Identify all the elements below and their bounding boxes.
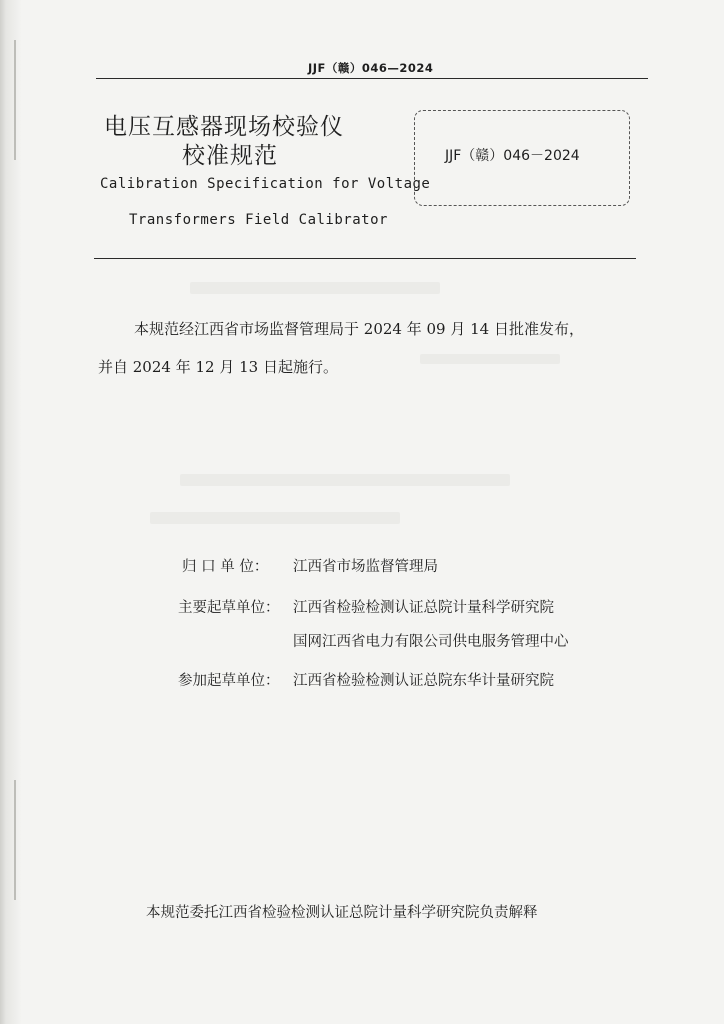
main-drafting-unit-value-1: 江西省检验检测认证总院计量科学研究院 bbox=[293, 600, 554, 616]
title-en-line1: Calibration Specification for Voltage bbox=[100, 176, 431, 192]
running-header-code: JJF（赣）046—2024 bbox=[308, 61, 434, 75]
scan-left-edge bbox=[0, 0, 22, 1024]
responsible-unit-value: 江西省市场监督管理局 bbox=[293, 559, 438, 575]
main-drafting-unit-value-2: 国网江西省电力有限公司供电服务管理中心 bbox=[293, 634, 569, 650]
title-cn-line2: 校准规范 bbox=[182, 143, 278, 169]
bleed-through-mark bbox=[150, 512, 400, 524]
participating-unit-value: 江西省检验检测认证总院东华计量研究院 bbox=[293, 673, 554, 689]
bleed-through-mark bbox=[190, 282, 440, 294]
bleed-through-mark bbox=[180, 474, 510, 486]
approval-line-2: 并自 2024 年 12 月 13 日起施行。 bbox=[98, 358, 338, 376]
header-rule bbox=[96, 78, 648, 79]
interpretation-note: 本规范委托江西省检验检测认证总院计量科学研究院负责解释 bbox=[146, 905, 538, 921]
title-cn-line1: 电压互感器现场校验仪 bbox=[104, 114, 344, 140]
title-en-line2: Transformers Field Calibrator bbox=[129, 212, 388, 228]
participating-unit-label: 参加起草单位： bbox=[178, 673, 280, 689]
bleed-through-mark bbox=[420, 354, 560, 364]
responsible-unit-label: 归 口 单 位： bbox=[182, 559, 269, 575]
main-drafting-unit-label: 主要起草单位： bbox=[178, 600, 280, 616]
title-rule bbox=[94, 258, 636, 259]
scan-edge-mark bbox=[14, 40, 16, 160]
approval-line-1: 本规范经江西省市场监督管理局于 2024 年 09 月 14 日批准发布， bbox=[134, 320, 584, 338]
code-box-text: JJF（赣）046－2024 bbox=[445, 148, 580, 164]
scan-edge-mark bbox=[14, 780, 16, 900]
code-box bbox=[414, 110, 630, 206]
